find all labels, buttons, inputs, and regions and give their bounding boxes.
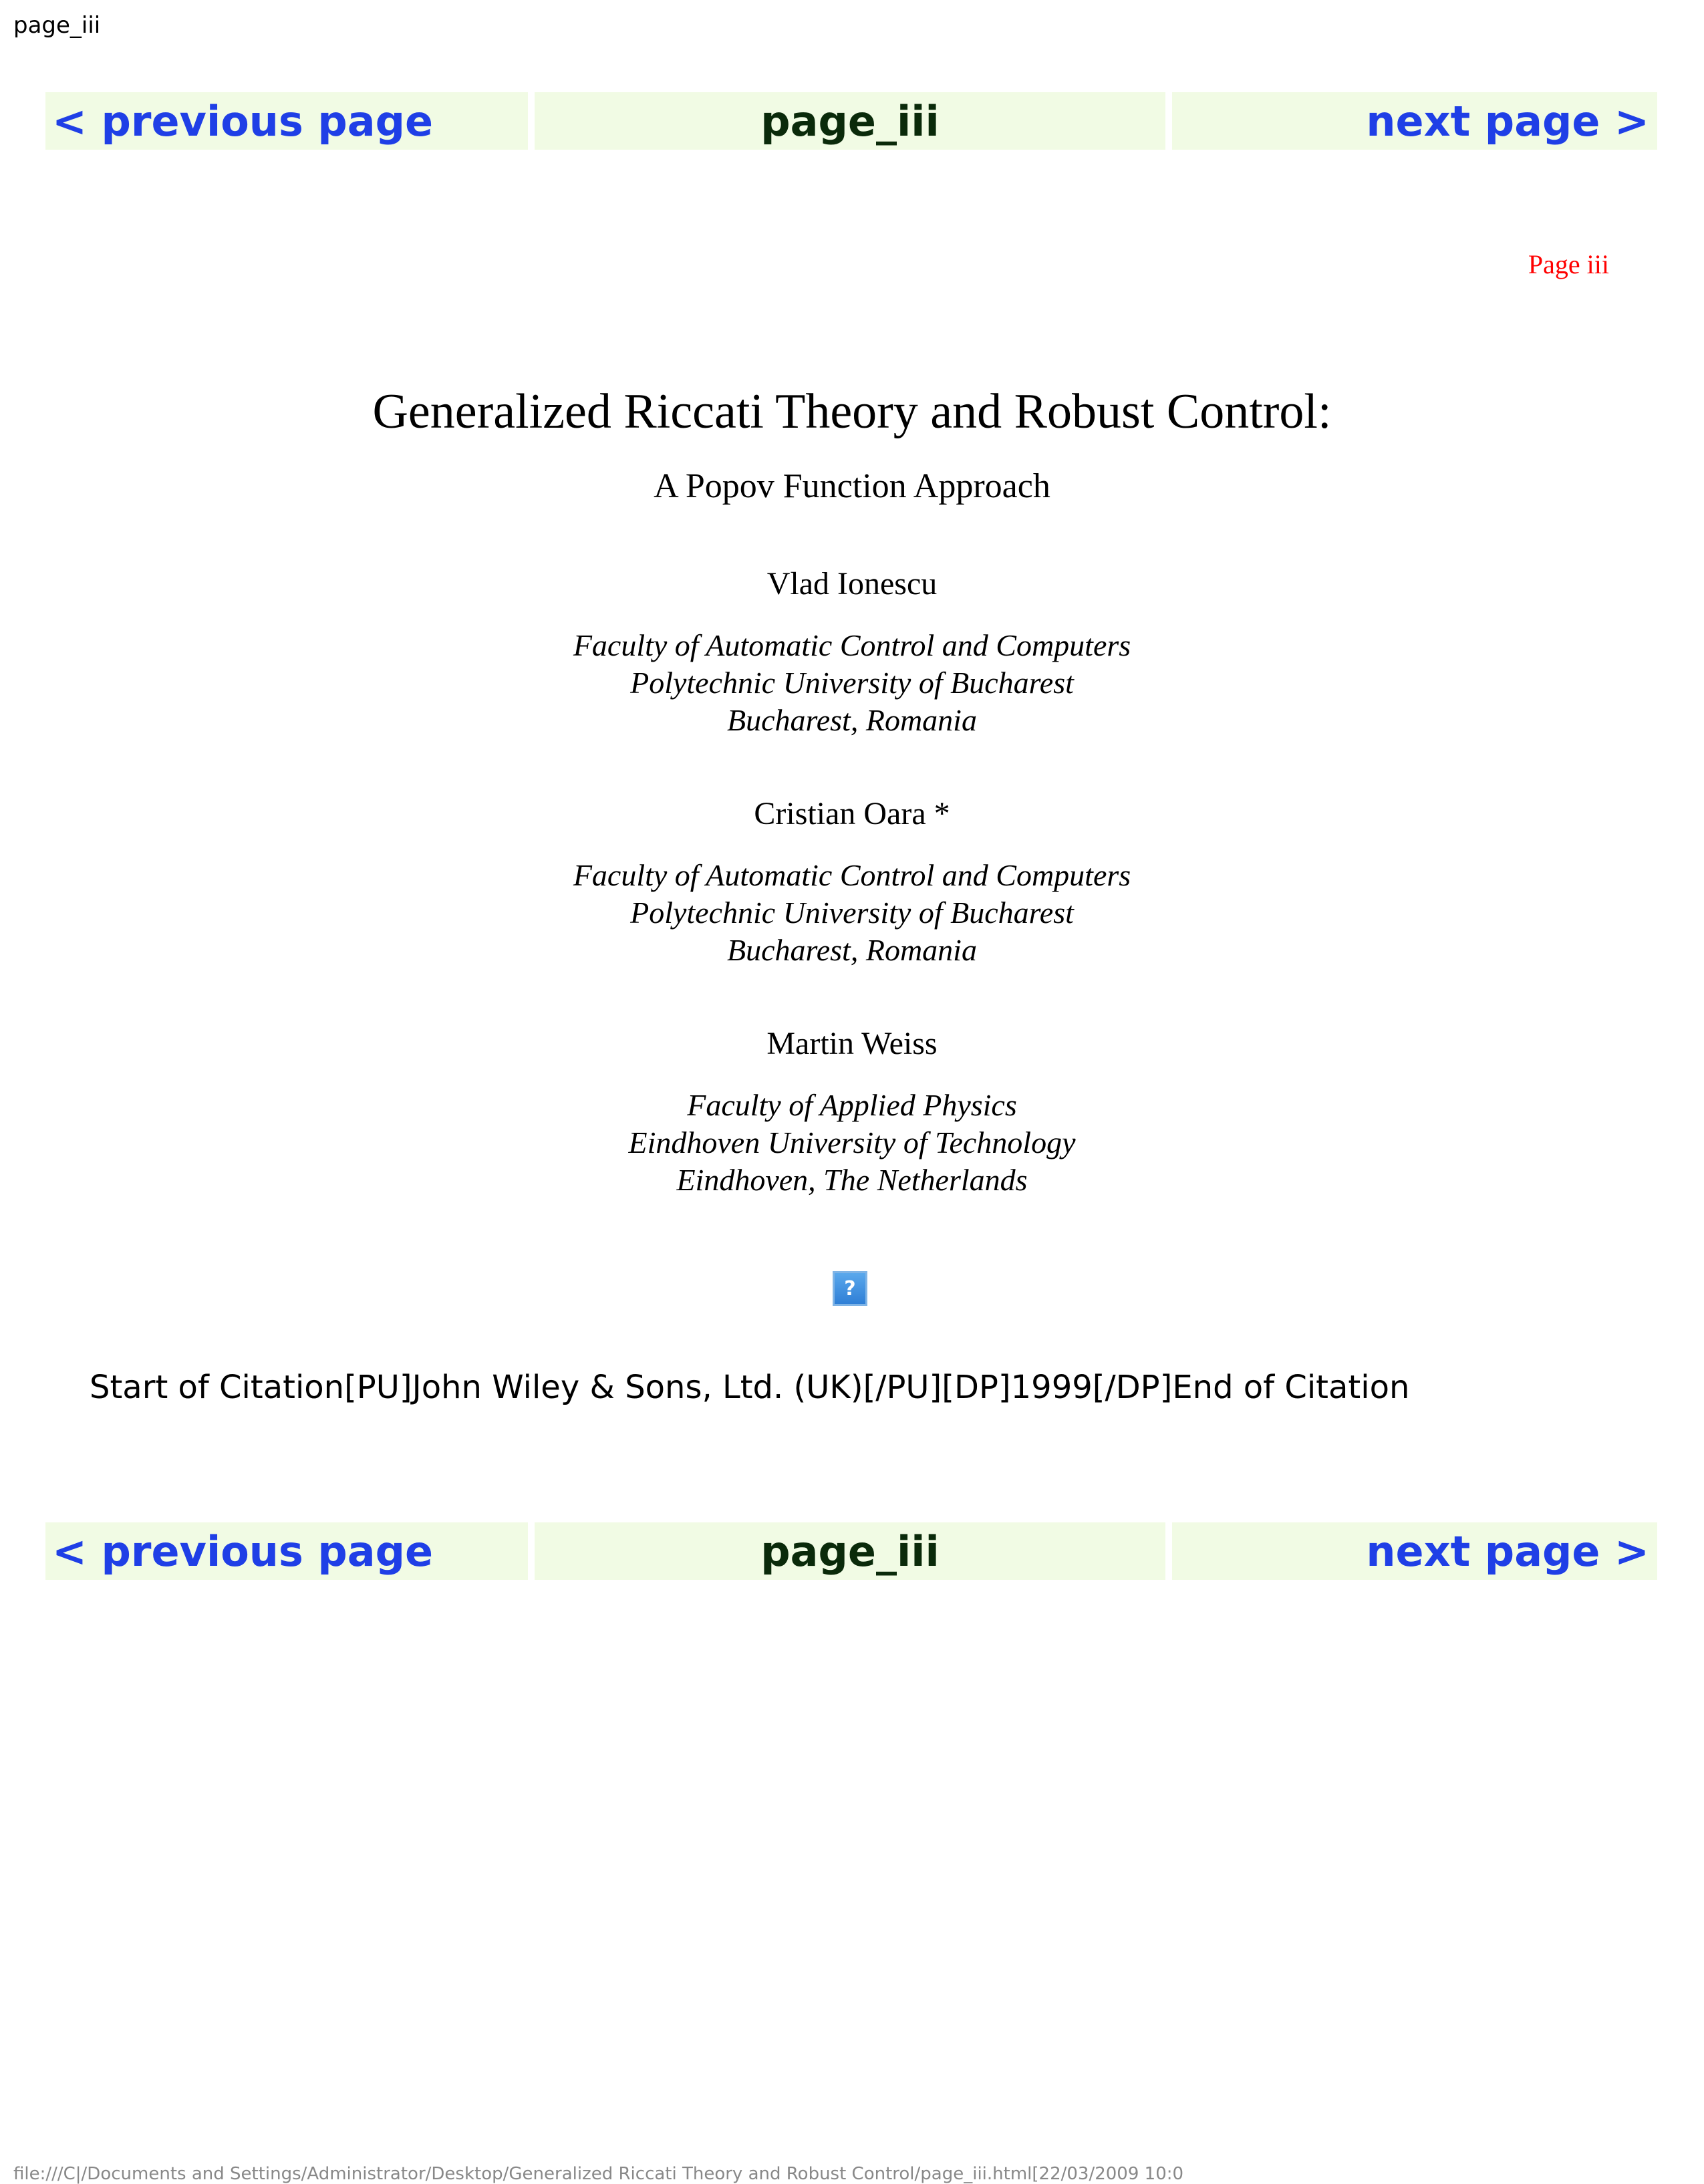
affiliation-line: Polytechnic University of Bucharest <box>630 896 1074 930</box>
top-navigation-bar <box>45 92 1657 150</box>
page-label-cell <box>535 1522 1165 1580</box>
author-name: Vlad Ionescu <box>766 566 938 601</box>
affiliation-line: Bucharest, Romania <box>727 703 977 737</box>
previous-page-link[interactable]: < previous page <box>52 96 434 146</box>
page-number: Page iii <box>1528 249 1609 279</box>
broken-image-icon <box>833 1271 867 1306</box>
question-mark-glyph: ? <box>844 1276 856 1301</box>
prev-cell <box>45 92 528 150</box>
running-title: page_iii <box>13 12 101 39</box>
affiliation-line: Faculty of Automatic Control and Computers <box>573 858 1131 892</box>
prev-cell <box>45 1522 528 1580</box>
author-name: Martin Weiss <box>766 1026 938 1061</box>
current-page-label: page_iii <box>760 96 940 146</box>
author-affiliation <box>0 627 1704 739</box>
affiliation-line: Eindhoven University of Technology <box>628 1125 1076 1159</box>
next-cell <box>1172 92 1657 150</box>
book-subtitle: A Popov Function Approach <box>654 467 1050 505</box>
next-page-link[interactable]: next page > <box>1366 1526 1649 1576</box>
affiliation-line: Eindhoven, The Netherlands <box>676 1163 1028 1197</box>
affiliation-line: Faculty of Automatic Control and Computers <box>573 628 1131 662</box>
author-affiliation <box>0 1087 1704 1199</box>
next-page-link[interactable]: next page > <box>1366 96 1649 146</box>
affiliation-line: Polytechnic University of Bucharest <box>630 666 1074 700</box>
citation-text: Start of Citation[PU]John Wiley & Sons, Ltd. (UK)[/PU][DP]1999[/DP]End of Citation <box>90 1369 1410 1406</box>
current-page-label: page_iii <box>760 1526 940 1576</box>
next-cell <box>1172 1522 1657 1580</box>
author-affiliation <box>0 857 1704 969</box>
affiliation-line: Bucharest, Romania <box>727 933 977 967</box>
previous-page-link[interactable]: < previous page <box>52 1526 434 1576</box>
affiliation-line: Faculty of Applied Physics <box>687 1088 1017 1122</box>
footer-file-path: file:///C|/Documents and Settings/Administrator/Desktop/Generalized Riccati Theory and Robust Control/page_iii.html[22/03/2009 10:0 <box>13 2164 1184 2184</box>
bottom-navigation-bar <box>45 1522 1657 1580</box>
author-name: Cristian Oara * <box>754 796 950 831</box>
page-label-cell <box>535 92 1165 150</box>
book-title: Generalized Riccati Theory and Robust Control: <box>372 384 1332 439</box>
